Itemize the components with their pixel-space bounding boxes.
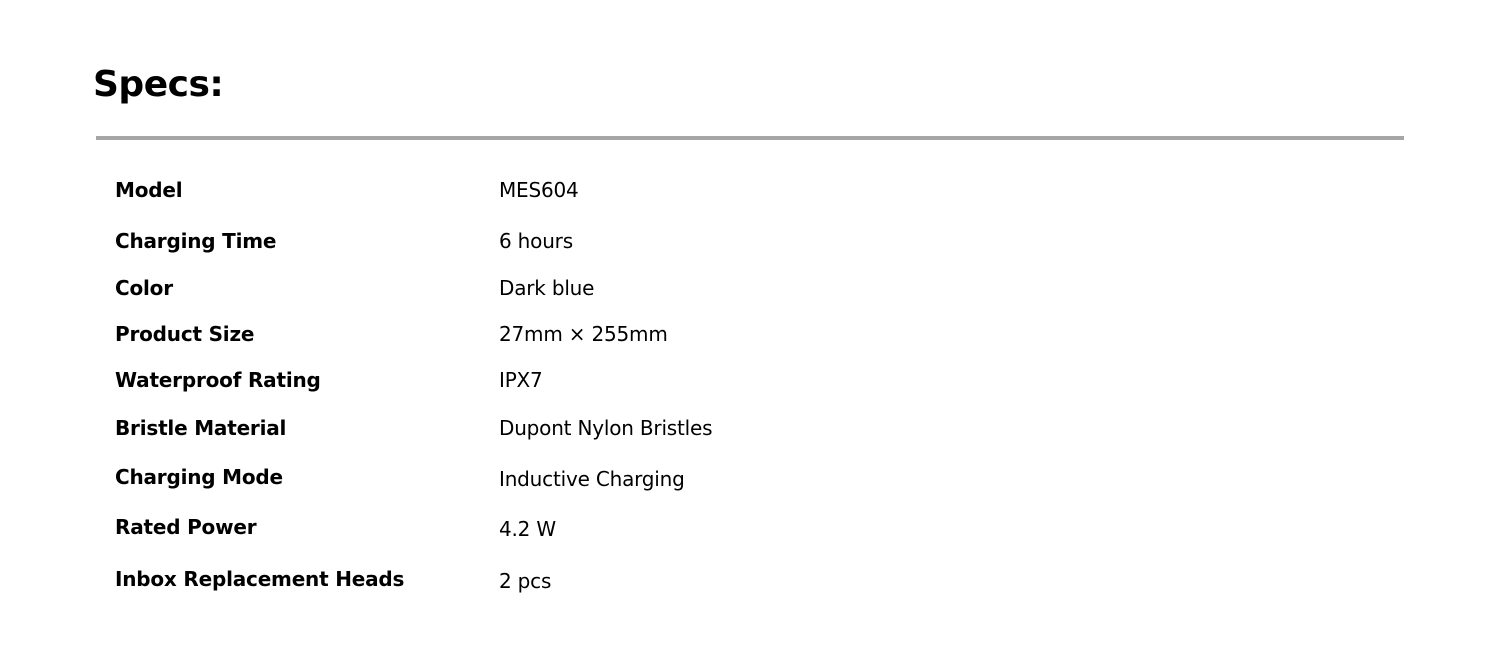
spec-row-charging-mode bbox=[0, 462, 1500, 492]
title-divider bbox=[96, 136, 1404, 140]
spec-label: Charging Mode bbox=[115, 465, 283, 489]
spec-label: Charging Time bbox=[115, 229, 277, 253]
spec-row-waterproof-rating bbox=[0, 365, 1500, 395]
spec-label: Rated Power bbox=[115, 515, 257, 539]
spec-label: Bristle Material bbox=[115, 416, 287, 440]
spec-value: Dark blue bbox=[499, 276, 595, 300]
spec-label: Waterproof Rating bbox=[115, 368, 321, 392]
spec-row-color bbox=[0, 273, 1500, 303]
spec-label: Model bbox=[115, 178, 183, 202]
spec-value: 6 hours bbox=[499, 229, 573, 253]
spec-row-inbox-replacement-heads bbox=[0, 564, 1500, 594]
spec-value: Dupont Nylon Bristles bbox=[499, 416, 713, 440]
spec-row-charging-time bbox=[0, 226, 1500, 256]
spec-value: 4.2 W bbox=[499, 517, 556, 541]
spec-value: IPX7 bbox=[499, 368, 543, 392]
spec-label: Inbox Replacement Heads bbox=[115, 567, 405, 591]
spec-row-rated-power bbox=[0, 512, 1500, 542]
spec-value: Inductive Charging bbox=[499, 467, 685, 491]
spec-row-product-size bbox=[0, 319, 1500, 349]
spec-label: Product Size bbox=[115, 322, 255, 346]
spec-label: Color bbox=[115, 276, 173, 300]
spec-value: 27mm × 255mm bbox=[499, 322, 668, 346]
spec-value: 2 pcs bbox=[499, 569, 552, 593]
spec-row-bristle-material bbox=[0, 413, 1500, 443]
spec-value: MES604 bbox=[499, 178, 579, 202]
specs-title: Specs: bbox=[93, 64, 224, 105]
spec-row-model bbox=[0, 175, 1500, 205]
